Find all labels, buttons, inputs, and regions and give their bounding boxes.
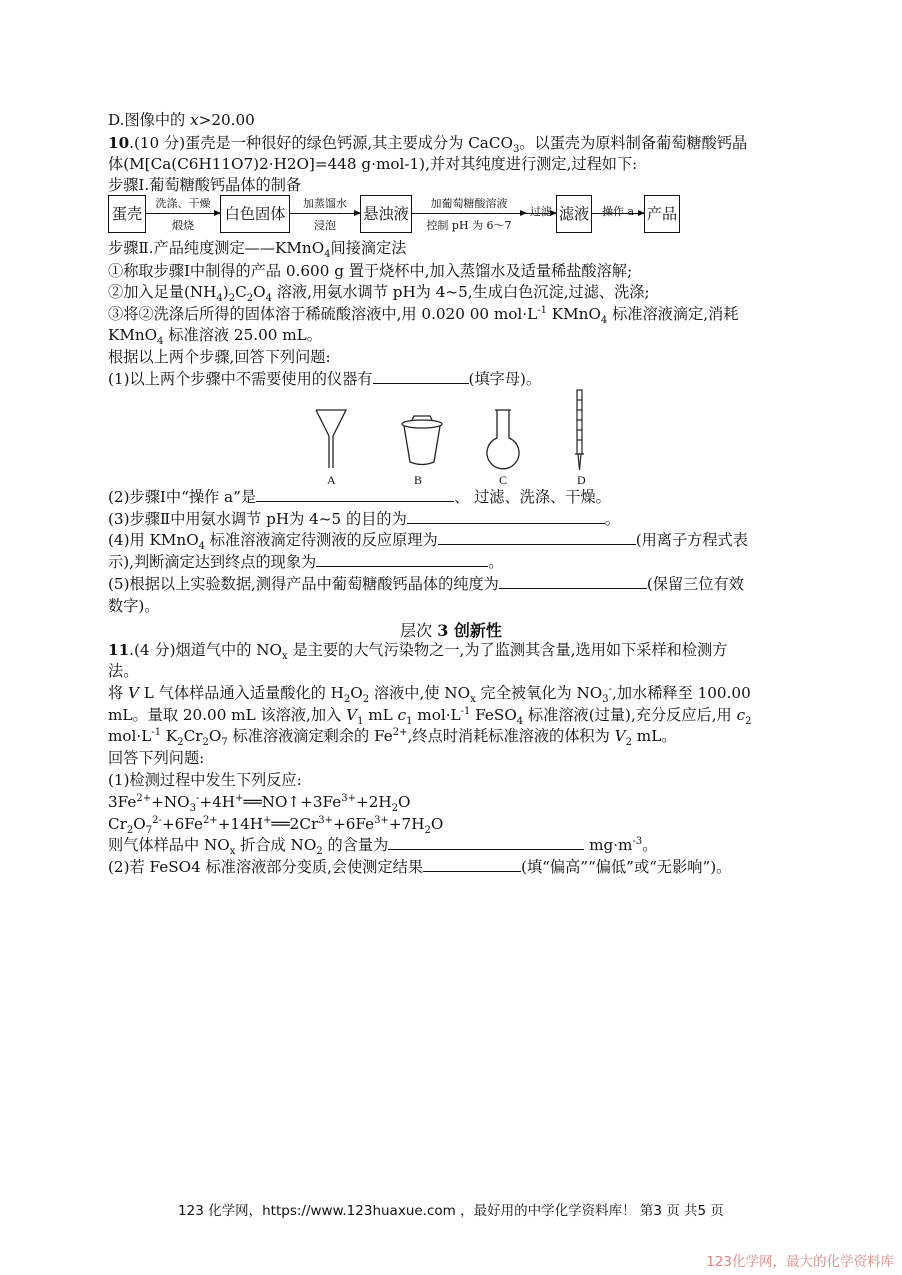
flow-box-eggshell: 蛋壳: [108, 195, 146, 233]
answer-blank-11-2[interactable]: [423, 857, 521, 872]
flow-box-product: 产品: [644, 195, 680, 233]
question-11-sub-1: (1)检测过程中发生下列反应:: [108, 771, 302, 789]
flow-arrow-2-bottom: 浸泡: [314, 219, 336, 232]
step2-item-3b: KMnO$_4$ 标准溶液 25.00 mL。: [108, 326, 322, 348]
step2-item-1: ①称取步骤Ⅰ中制得的产品 0.600 g 置于烧杯中,加入蒸馏水及适量稀盐酸溶解;: [108, 262, 633, 280]
sub-question-3: (3)步骤Ⅱ中用氨水调节 pH为 4~5 的目的为 。: [108, 510, 620, 528]
answer-blank-1[interactable]: [373, 369, 469, 384]
watermark: 123化学网，最大的化学资料库: [706, 1254, 894, 1270]
flow-arrow-1: [146, 213, 220, 214]
sub-question-2: (2)步骤Ⅰ中“操作 a”是 、 过滤、洗涤、干燥。: [108, 488, 611, 506]
instrument-figure: [300, 388, 620, 474]
beaker-icon: [402, 416, 442, 465]
flow-box-suspension: 悬浊液: [360, 195, 412, 233]
flow-arrow-1-bottom: 煅烧: [172, 219, 194, 232]
answer-blank-4a[interactable]: [438, 530, 636, 545]
flow-box-white-solid: 白色固体: [220, 195, 290, 233]
round-flask-icon: [487, 410, 519, 469]
flow-box-filtrate: 滤液: [556, 195, 592, 233]
instrument-label-a: A: [327, 473, 336, 487]
section-heading: 层次 3 创新性: [400, 621, 502, 640]
question-10-stem: 10.(10 分)蛋壳是一种很好的绿色钙源,其主要成分为 CaCO$_3$。以蛋壳为原料制备葡萄糖酸钙晶: [108, 134, 748, 156]
question-11-stem-2: 法。: [108, 662, 139, 680]
answer-blank-4b[interactable]: [316, 552, 488, 567]
burette-icon: [575, 390, 584, 470]
answer-intro: 根据以上两个步骤,回答下列问题:: [108, 348, 331, 366]
equation-1: $3Fe^{2+}+NO_3^-+4H^+══NO↑+3Fe^{3+}+2H_2O$: [108, 792, 411, 815]
equation-2: $Cr_2O_7^{2-}+6Fe^{2+}+14H^+══2Cr^{3+}+6Fe^{3+}+7H_2O$: [108, 814, 444, 837]
question-11-procedure-2: mL。量取 20.00 mL 该溶液,加入 $V_1$ mL $c_1$ $mol\cdot L^{-1}$ FeSO$_4$ 标准溶液(过量),充分反应后,用 $c_2$: [108, 705, 752, 728]
funnel-icon: [316, 410, 346, 468]
sub-question-1: (1)以上两个步骤中不需要使用的仪器有 (填字母)。: [108, 370, 542, 388]
flow-arrow-3-bottom: 控制 pH 为 6～7: [426, 219, 512, 232]
question-11-procedure-3: $mol\cdot L^{-1}$ $K_2Cr_2O_7$ 标准溶液滴定剩余的 $Fe^{2+}$,终点时消耗标准溶液的体积为 $V_2$ mL。: [108, 726, 677, 749]
page-footer: 123 化学网，https://www.123huaxue.com ，最好用的中学化学资料库！ 第3 页 共5 页: [178, 1203, 724, 1219]
flow-arrow-4-top: 过滤: [530, 205, 552, 218]
step2-item-3: ③将②洗涤后所得的固体溶于稀硫酸溶液中,用 0.020 00 $mol\cdot L^{-1}$ KMnO$_4$ 标准溶液滴定,消耗: [108, 304, 739, 327]
sub-question-4b: 示),判断滴定达到终点的现象为 。: [108, 553, 504, 571]
answer-blank-5[interactable]: [499, 574, 647, 589]
question-11-sub-2: (2)若 FeSO4 标准溶液部分变质,会使测定结果 (填“偏高”“偏低”或“无影响”)。: [108, 858, 732, 876]
flow-arrow-5-top: 操作 a: [601, 205, 635, 218]
sub-question-4: (4)用 KMnO$_4$ 标准溶液滴定待测液的反应原理为 (用离子方程式表: [108, 531, 748, 553]
question-11-stem: 11.(4 分)烟道气中的 $NO_x$ 是主要的大气污染物之一,为了监测其含量,选用如下采样和检测方: [108, 641, 728, 663]
question-11-prompt: 回答下列问题:: [108, 749, 205, 767]
answer-blank-11-1[interactable]: [388, 835, 584, 850]
instrument-label-b: B: [414, 473, 423, 487]
answer-blank-3[interactable]: [407, 509, 605, 524]
step2-item-2: ②加入足量$(NH_4)_2C_2O_4$ 溶液,用氨水调节 pH为 4~5,生成白色沉淀,过滤、洗涤;: [108, 283, 650, 305]
instrument-label-d: D: [577, 473, 586, 487]
flow-arrow-2-top: 加蒸馏水: [303, 197, 347, 210]
step1-title: 步骤Ⅰ.葡萄糖酸钙晶体的制备: [108, 176, 302, 194]
flow-arrow-1-top: 洗涤、干燥: [155, 197, 211, 210]
instrument-label-c: C: [499, 473, 508, 487]
sub-question-5b: 数字)。: [108, 597, 160, 615]
question-11-procedure-1: 将 V L 气体样品通入适量酸化的 $H_2O_2$ 溶液中,使 $NO_x$ 完全被氧化为 $NO_3^-$,加水稀释至 100.00: [108, 683, 751, 706]
step2-title: 步骤Ⅱ.产品纯度测定——KMnO$_4$间接滴定法: [108, 239, 407, 261]
sub-question-5: (5)根据以上实验数据,测得产品中葡萄糖酸钙晶体的纯度为 (保留三位有效: [108, 575, 744, 593]
answer-blank-2[interactable]: [256, 487, 454, 502]
question-11-sub-1-ask: 则气体样品中 $NO_x$ 折合成 $NO_2$ 的含量为 $mg\cdot m^{-3}$。: [108, 835, 658, 858]
flow-arrow-3-top: 加葡萄糖酸溶液: [430, 197, 508, 210]
option-d: D.图像中的 x>20.00: [108, 111, 255, 129]
question-10-molar-mass: 体(M[Ca(C6H11O7)2·H2O]=448 g·mol-1),并对其纯度进行测定,过程如下:: [108, 155, 638, 173]
flow-arrow-3: [412, 213, 526, 214]
flow-arrow-2: [290, 213, 360, 214]
